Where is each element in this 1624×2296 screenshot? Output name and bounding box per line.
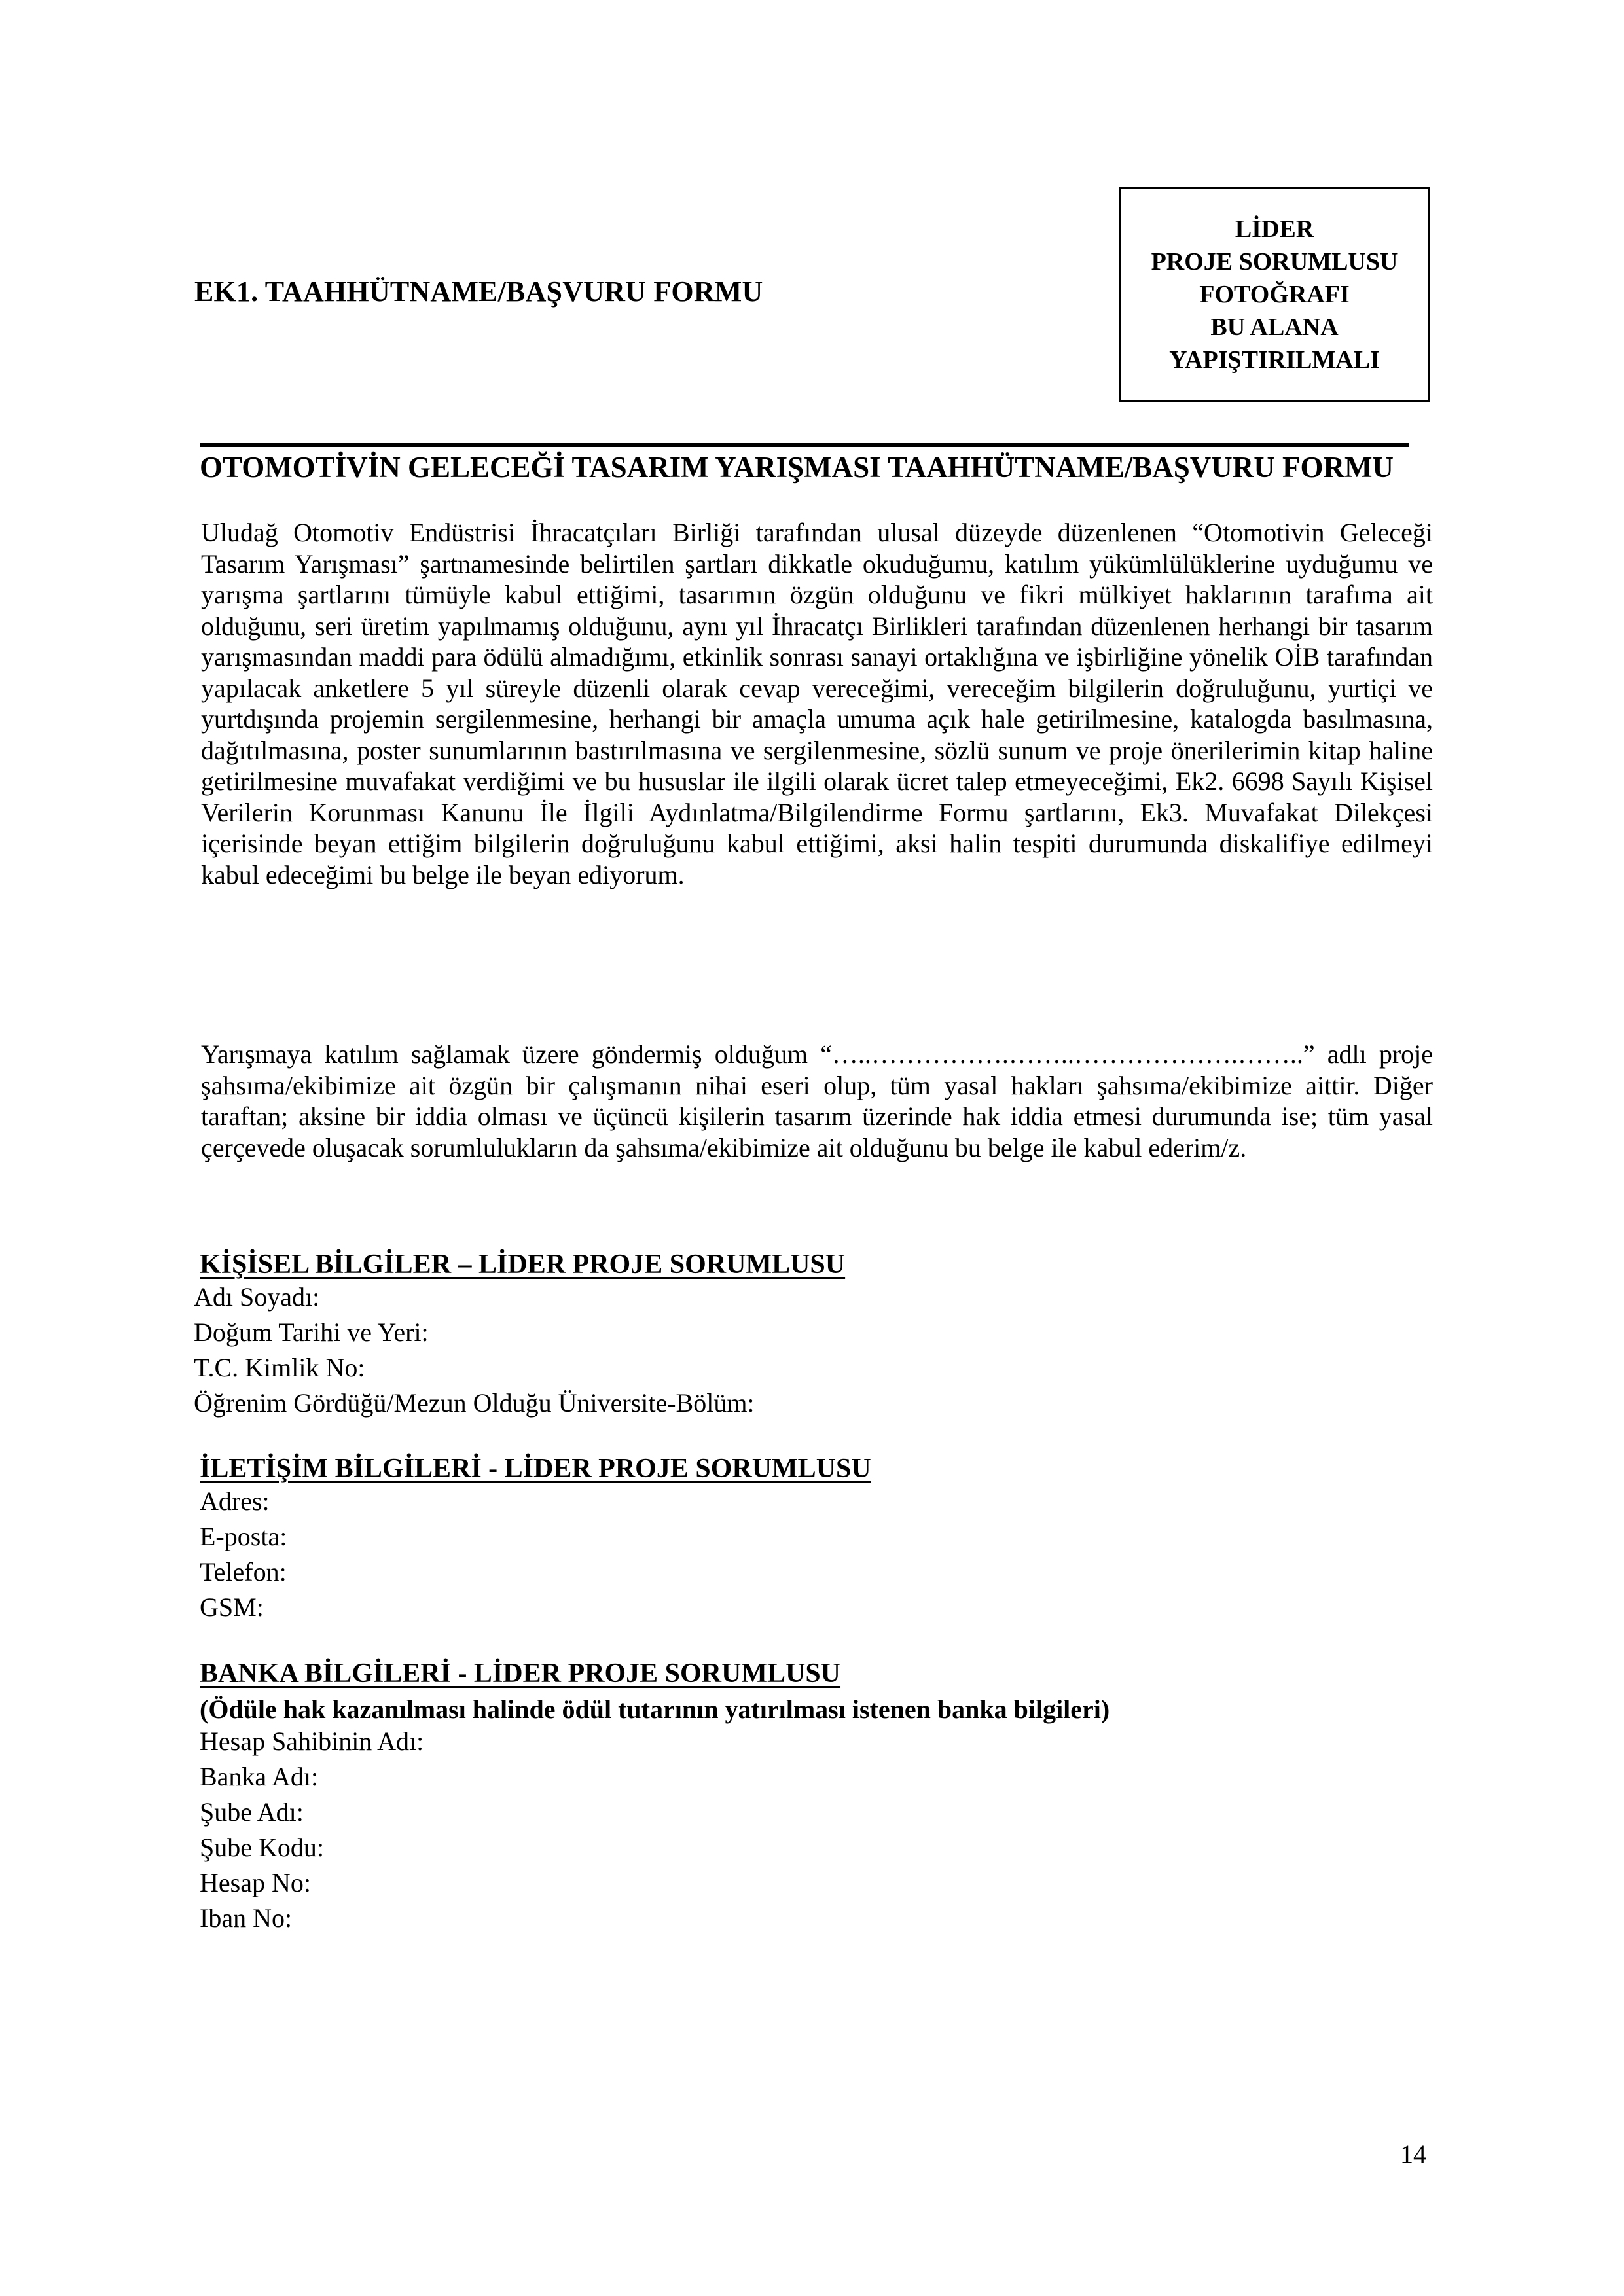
- field-label-phone: Telefon:: [200, 1557, 287, 1587]
- field-label-name: Adı Soyadı:: [194, 1282, 320, 1312]
- photo-box-line: LİDER: [1235, 215, 1314, 243]
- photo-box-line: BU ALANA: [1210, 314, 1339, 341]
- photo-placeholder-box: [1119, 187, 1430, 402]
- photo-box-line: PROJE SORUMLUSU: [1151, 248, 1398, 276]
- personal-info-fields: [194, 1280, 755, 1421]
- photo-box-line: YAPIŞTIRILMALI: [1169, 346, 1380, 374]
- page-number: 14: [1400, 2140, 1426, 2169]
- field-label-account-number: Hesap No:: [200, 1868, 311, 1897]
- main-title: OTOMOTİVİN GELECEĞİ TASARIM YARIŞMASI TAAHHÜTNAME/BAŞVURU FORMU: [200, 451, 1394, 484]
- personal-info-heading: KİŞİSEL BİLGİLER – LİDER PROJE SORUMLUSU: [200, 1249, 846, 1280]
- photo-box-line: FOTOĞRAFI: [1199, 281, 1350, 308]
- field-label-gsm: GSM:: [200, 1592, 264, 1622]
- field-label-iban: Iban No:: [200, 1903, 293, 1933]
- field-label-id-number: T.C. Kimlik No:: [194, 1353, 365, 1382]
- ownership-paragraph: Yarışmaya katılım sağlamak üzere göndermiş olduğum “…..…………….……..……………….……..” adlı proje şahsıma/ekibimize ait özgün bir çalışmanın nihai eseri olup, tüm yasal hakları şahsıma/ekibimize aittir. Diğer taraftan; aksine bir iddia olması ve üçüncü kişilerin tasarım üzerinde hak iddia etmesi durumunda ise; tüm yasal çerçevede oluşacak sorumlulukların da şahsıma/ekibimize ait olduğunu bu belge ile kabul ederim/z.: [201, 1039, 1433, 1162]
- field-label-bank-name: Banka Adı:: [200, 1762, 319, 1791]
- bank-info-heading: BANKA BİLGİLERİ - LİDER PROJE SORUMLUSU: [200, 1659, 841, 1689]
- declaration-paragraph: Uludağ Otomotiv Endüstrisi İhracatçıları Birliği tarafından ulusal düzeyde düzenlenen “Otomotivin Geleceği Tasarım Yarışması” şartnamesinde belirtilen şartları dikkatle okuduğumu, katılım yükümlülüklerine uyduğumu ve yarışma şartlarını tümüyle kabul ettiğimi, tasarımın özgün olduğunu ve fikri mülkiyet haklarının tarafıma ait olduğunu, seri üretim yapılmamış olduğunu, aynı yıl İhracatçı Birlikleri tarafından düzenlenen herhangi bir tasarım yarışmasından maddi para ödülü almadığımı, etkinlik sonrası sanayi ortaklığına ve işbirliğine yönelik OİB tarafından yapılacak anketlere 5 yıl süreyle düzenli olarak cevap vereceğimi, vereceğim bilgilerin doğruluğunu, yurtiçi ve yurtdışında projemin sergilenmesine, herhangi bir amaçla umuma açık hale getirilmesine, katalogda basılmasına, dağıtılmasına, poster sunumlarının bastırılmasına ve sergilenmesine, sözlü sunum ve proje önerilerimin kitap haline getirilmesine muvafakat verdiğimi ve bu hususlar ile ilgili olarak ücret talep etmeyeceğimi, Ek2. 6698 Sayılı Kişisel Verilerin Korunması Kanunu İle İlgili Aydınlatma/Bilgilendirme Formu şartlarını, Ek3. Muvafakat Dilekçesi içerisinde beyan ettiğim bilgilerin doğruluğunu kabul ettiğimi, aksi halin tespiti durumunda diskalifiye edilmeyi kabul edeceğimi bu belge ile beyan ediyorum.: [201, 518, 1433, 889]
- field-label-education: Öğrenim Gördüğü/Mezun Olduğu Üniversite-Bölüm:: [194, 1388, 755, 1418]
- contact-info-heading: İLETİŞİM BİLGİLERİ - LİDER PROJE SORUMLUSU: [200, 1454, 871, 1484]
- contact-info-fields: [200, 1484, 287, 1625]
- field-label-address: Adres:: [200, 1486, 270, 1516]
- title-divider: [200, 443, 1409, 447]
- bank-info-note: (Ödüle hak kazanılması halinde ödül tutarının yatırılması istenen banka bilgileri): [200, 1695, 1110, 1724]
- bank-info-fields: [200, 1724, 424, 1936]
- field-label-birth: Doğum Tarihi ve Yeri:: [194, 1318, 429, 1347]
- field-label-account-holder: Hesap Sahibinin Adı:: [200, 1727, 424, 1756]
- field-label-email: E-posta:: [200, 1522, 287, 1551]
- field-label-branch-code: Şube Kodu:: [200, 1833, 324, 1862]
- field-label-branch-name: Şube Adı:: [200, 1797, 304, 1827]
- form-title: EK1. TAAHHÜTNAME/BAŞVURU FORMU: [194, 276, 763, 308]
